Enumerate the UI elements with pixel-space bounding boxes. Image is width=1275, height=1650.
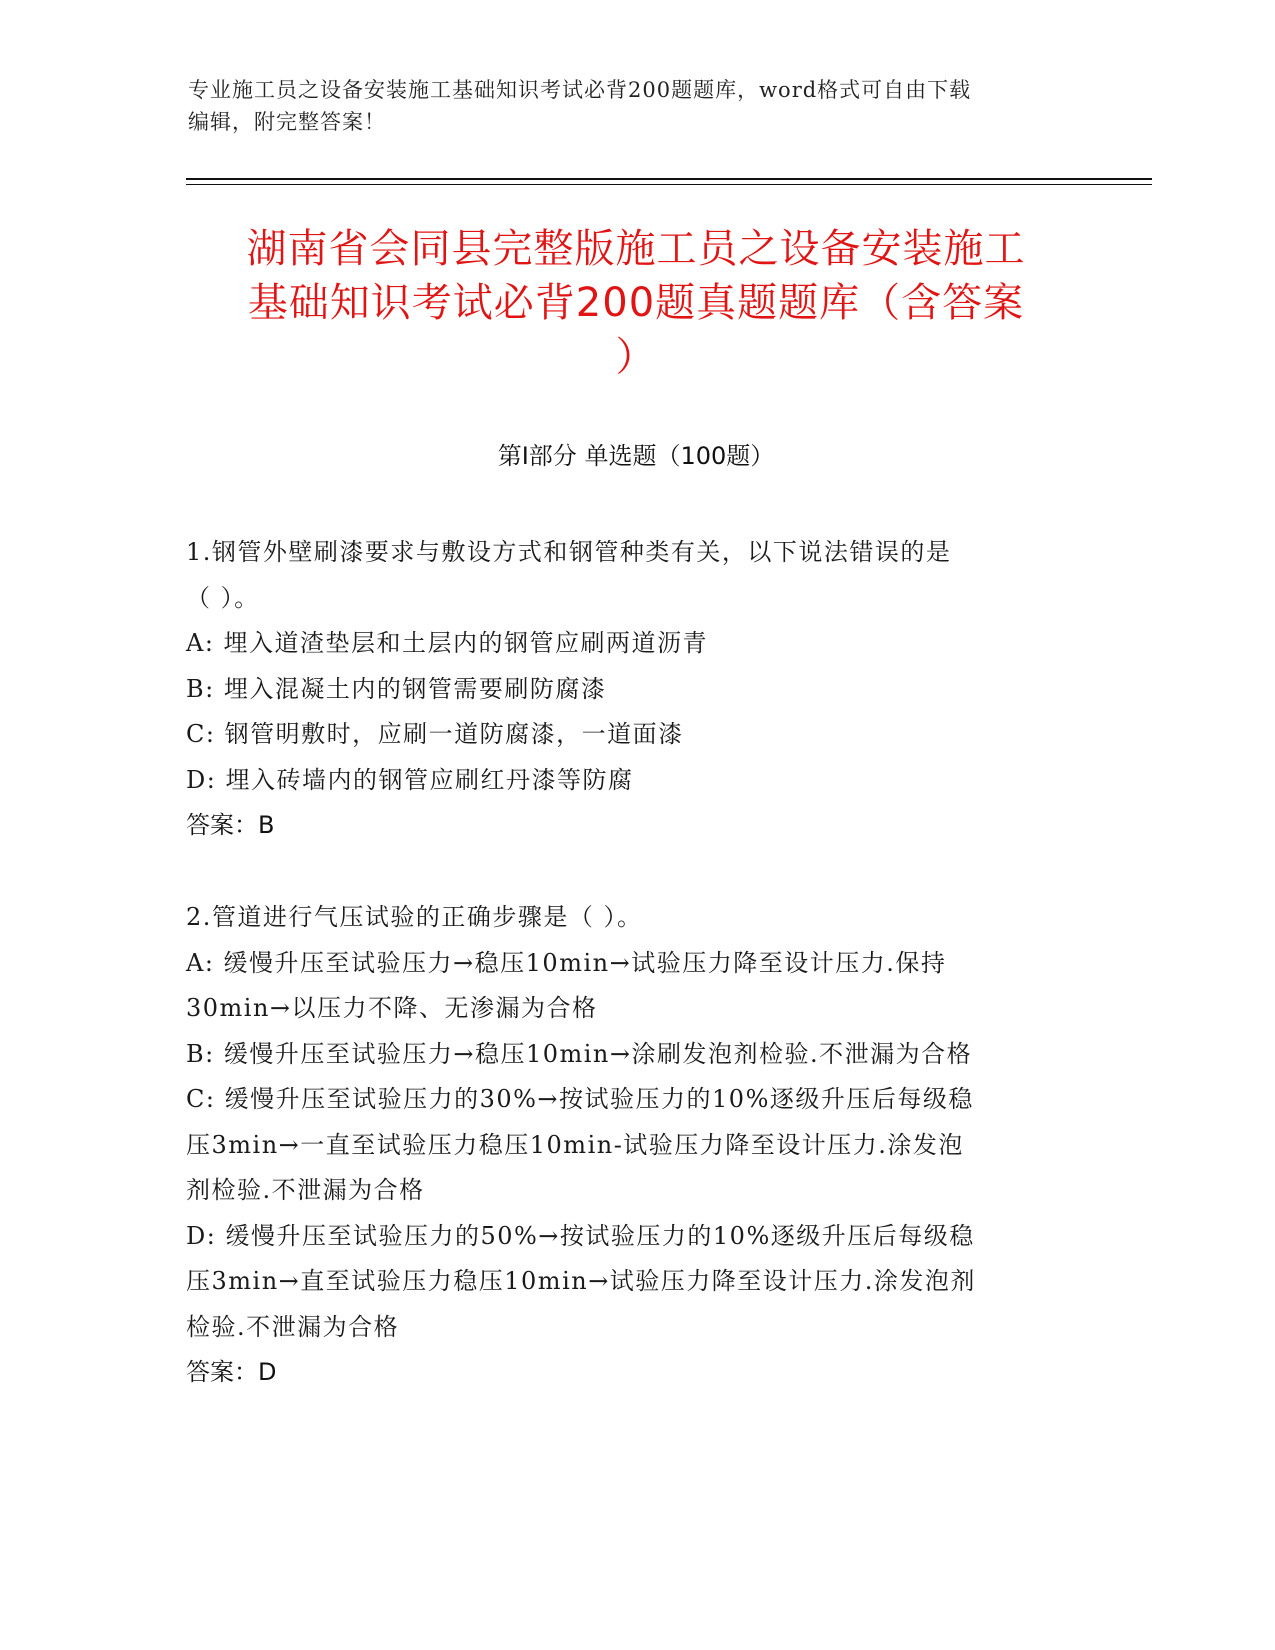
header-note-line-2: 编辑，附完整答案！ (188, 110, 386, 134)
option-a-continued: 30min→以压力不降、无渗漏为合格 (186, 994, 598, 1022)
option-d-continued: 检验.不泄漏为合格 (186, 1312, 400, 1341)
header-note (188, 74, 1068, 138)
answer-label: 答案：B (186, 811, 275, 839)
header-divider-thin (186, 184, 1152, 185)
option-d-continued: 压3min→直至试验压力稳压10min→试验压力降至设计压力.涂发泡剂 (186, 1267, 976, 1295)
title-line-1: 湖南省会同县完整版施工员之设备安装施工 (246, 226, 1026, 272)
option-d: D: 埋入砖墙内的钢管应刷红丹漆等防腐 (186, 765, 634, 794)
option-a: A: 埋入道渣垫层和土层内的钢管应刷两道沥青 (186, 629, 709, 657)
question-stem-line: 2.管道进行气压试验的正确步骤是（ ）。 (186, 903, 643, 931)
title-line-3: ） (615, 334, 657, 380)
question-1 (186, 530, 1086, 848)
header-divider-thick (186, 178, 1152, 180)
option-c-continued: 压3min→一直至试验压力稳压10min-试验压力降至设计压力.涂发泡 (186, 1130, 964, 1159)
title-line-2: 基础知识考试必背200题真题题库（含答案 (247, 280, 1025, 326)
option-b: B: 埋入混凝土内的钢管需要刷防腐漆 (186, 674, 607, 703)
question-stem-line: （ ）。 (186, 583, 260, 612)
option-c: C: 缓慢升压至试验压力的30%→按试验压力的10%逐级升压后每级稳 (186, 1085, 974, 1113)
question-stem-line: 1.钢管外壁刷漆要求与敷设方式和钢管种类有关，以下说法错误的是 (186, 538, 952, 566)
question-2 (186, 895, 1086, 1395)
answer-label: 答案：D (186, 1358, 277, 1386)
section-heading: 第Ⅰ部分 单选题（100题） (497, 442, 775, 470)
document-title (186, 222, 1086, 384)
option-d: D: 缓慢升压至试验压力的50%→按试验压力的10%逐级升压后每级稳 (186, 1221, 975, 1250)
option-b: B: 缓慢升压至试验压力→稳压10min→涂刷发泡剂检验.不泄漏为合格 (186, 1039, 973, 1068)
option-c-continued: 剂检验.不泄漏为合格 (186, 1176, 425, 1204)
option-a: A: 缓慢升压至试验压力→稳压10min→试验压力降至设计压力.保持 (186, 948, 947, 977)
option-c: C: 钢管明敷时，应刷一道防腐漆，一道面漆 (186, 720, 684, 748)
header-note-line-1: 专业施工员之设备安装施工基础知识考试必背200题题库，word格式可自由下载 (188, 78, 972, 102)
